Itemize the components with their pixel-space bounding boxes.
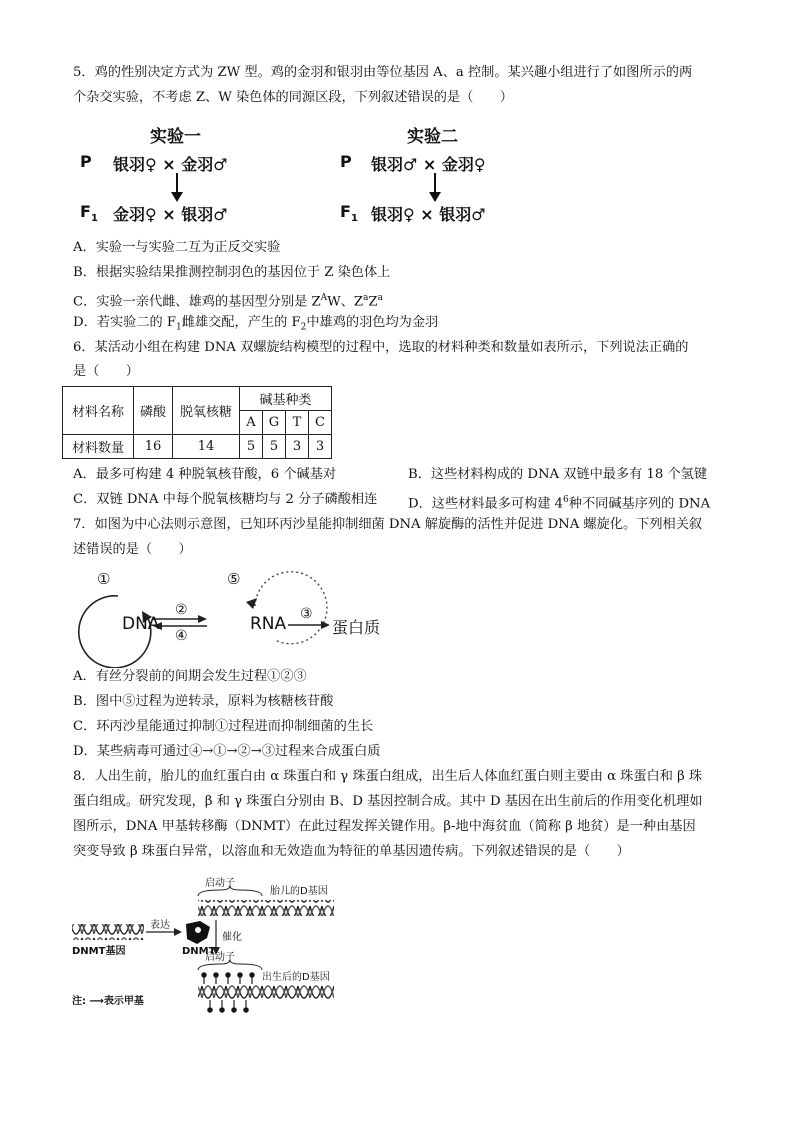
table-base-header: C <box>309 411 332 435</box>
q8-line3: 图所示，DNA 甲基转移酶（DNMT）在此过程发挥关键作用。β-地中海贫血（简称 β 地贫）是一种由基因 <box>73 819 696 834</box>
q8-line2: 蛋白组成。研究发现，β 和 γ 珠蛋白分别由 B、D 基因控制合成。其中 D 基因在出生前后的作用变化机理如 <box>73 794 703 809</box>
q7-central-dogma-diagram <box>70 568 390 668</box>
translation-arrowhead <box>321 621 330 629</box>
label-step-3: ③ <box>300 606 313 622</box>
table-cell-sugar: 14 <box>173 435 240 459</box>
q7-stem-line1: 7．如图为中心法则示意图，已知环丙沙星能抑制细菌 DNA 解旋酶的活性并促进 DNA 螺旋化。下列相关叙 <box>73 517 703 532</box>
label-express: 表达 <box>150 920 170 931</box>
table-base-header: T <box>286 411 309 435</box>
q7-option-c: C．环丙沙星能通过抑制①过程进而抑制细菌的生长 <box>73 719 374 734</box>
q6-material-table <box>62 386 332 459</box>
q8-line4: 突变导致 β 珠蛋白异常，以溶血和无效造血为特征的单基因遗传病。下列叙述错误的是（ ） <box>73 844 630 859</box>
exp1-p-cross: 银羽♀ × 金羽♂ <box>113 155 228 174</box>
q5-option-a: A．实验一与实验二互为正反交实验 <box>73 240 281 255</box>
table-base-header: G <box>263 411 286 435</box>
exp2-arrow-icon <box>428 173 442 203</box>
label-step-4: ④ <box>175 628 188 644</box>
q6-stem-line2: 是（ ） <box>73 364 139 379</box>
label-protein: 蛋白质 <box>332 618 381 637</box>
q7-option-b: B．图中⑤过程为逆转录，原料为核糖核苷酸 <box>73 694 334 709</box>
q5-option-c: C．实验一亲代雌、雄鸡的基因型分别是 $Z^AW$、$Z^aZ^a$ <box>73 293 383 310</box>
q5-stem-line2: 个杂交实验，不考虑 Z、W 染色体的同源区段，下列叙述错误的是（ ） <box>73 90 513 105</box>
q6-option-b: B．这些材料构成的 DNA 双链中最多有 18 个氢键 <box>408 467 708 482</box>
label-dnmt: DNMT <box>182 946 216 957</box>
q5-option-d: D．若实验二的 $F_1$雌雄交配，产生的 $F_2$中雄鸡的羽色均为金羽 <box>73 315 439 333</box>
exp2-title: 实验二 <box>407 127 458 147</box>
exp2-p-cross: 银羽♂ × 金羽♀ <box>371 155 486 174</box>
methyl-groups-bottom <box>208 1000 248 1012</box>
label-step-1: ① <box>97 570 111 588</box>
table-base-header: A <box>240 411 263 435</box>
table-header-bases: 碱基种类 <box>240 387 332 411</box>
exp1-p-label: P <box>80 152 92 171</box>
transcription-arrowhead <box>198 615 207 623</box>
q7-option-a: A．有丝分裂前的间期会发生过程①②③ <box>73 669 307 684</box>
label-methyl-note: 注: ⟶表示甲基 <box>72 996 144 1007</box>
q8-line1: 8．人出生前，胎儿的血红蛋白由 α 珠蛋白和 γ 珠蛋白组成，出生后人体血红蛋白则主要由 α 珠蛋白和 β 珠 <box>73 769 703 784</box>
label-postnatal-d-gene: 出生后的D基因 <box>262 972 330 983</box>
table-cell-phosphate: 16 <box>134 435 173 459</box>
q6-option-c: C．双链 DNA 中每个脱氧核糖均与 2 分子磷酸相连 <box>73 492 378 507</box>
rna-replication-arrowhead <box>246 598 257 609</box>
table-cell-base-count: 3 <box>309 435 332 459</box>
q6-stem-line1: 6．某活动小组在构建 DNA 双螺旋结构模型的过程中，选取的材料种类和数量如表所示，下列说法正确的 <box>73 340 689 355</box>
express-arrowhead <box>174 928 182 936</box>
label-promoter-top: 启动子 <box>205 878 235 889</box>
table-cell-base-count: 5 <box>263 435 286 459</box>
table-cell-base-count: 3 <box>286 435 309 459</box>
table-row-label: 材料数量 <box>63 435 134 459</box>
label-dna: DNA <box>122 614 160 634</box>
label-promoter-bottom: 启动子 <box>205 952 235 963</box>
q6-option-a: A．最多可构建 4 种脱氧核苷酸，6 个碱基对 <box>73 467 337 482</box>
exp1-arrow-icon <box>170 173 184 203</box>
postnatal-d-gene-dna <box>198 984 334 1000</box>
label-step-5: ⑤ <box>227 570 241 588</box>
table-header-sugar: 脱氧核糖 <box>173 387 240 435</box>
exp1-title: 实验一 <box>150 127 201 147</box>
label-rna: RNA <box>250 614 287 634</box>
label-dnmt-gene: DNMT基因 <box>72 946 126 957</box>
exp1-f1-label: $F_1$ <box>80 202 98 225</box>
exp1-f1-cross: 金羽♀ × 银羽♂ <box>113 205 228 224</box>
table-header-name: 材料名称 <box>63 387 134 435</box>
label-catalyze: 催化 <box>222 932 242 943</box>
q5-stem-line1: 5．鸡的性别决定方式为 ZW 型。鸡的金羽和银羽由等位基因 A、a 控制。某兴趣小组进行了如图所示的两 <box>73 65 693 80</box>
exp2-f1-label: $F_1$ <box>340 202 358 225</box>
exp2-f1-cross: 银羽♀ × 银羽♂ <box>371 205 486 224</box>
methyl-groups-top <box>202 973 254 984</box>
q8-methylation-diagram <box>70 872 360 1022</box>
q5-option-b: B．根据实验结果推测控制羽色的基因位于 Z 染色体上 <box>73 265 391 280</box>
fetal-d-gene-dna <box>198 900 334 916</box>
label-step-2: ② <box>175 602 188 618</box>
dnmt-active-site <box>195 927 201 933</box>
q7-option-d: D．某些病毒可通过④→①→②→③过程来合成蛋白质 <box>73 744 381 759</box>
table-header-phosphate: 磷酸 <box>134 387 173 435</box>
label-fetal-d-gene: 胎儿的D基因 <box>270 886 328 897</box>
table-cell-base-count: 5 <box>240 435 263 459</box>
dnmt-gene-dna <box>72 924 144 940</box>
q7-stem-line2: 述错误的是（ ） <box>73 542 192 557</box>
q6-option-d: D．这些材料最多可构建 $4^6$种不同碱基序列的 DNA <box>408 495 711 512</box>
exp2-p-label: P <box>340 152 352 171</box>
